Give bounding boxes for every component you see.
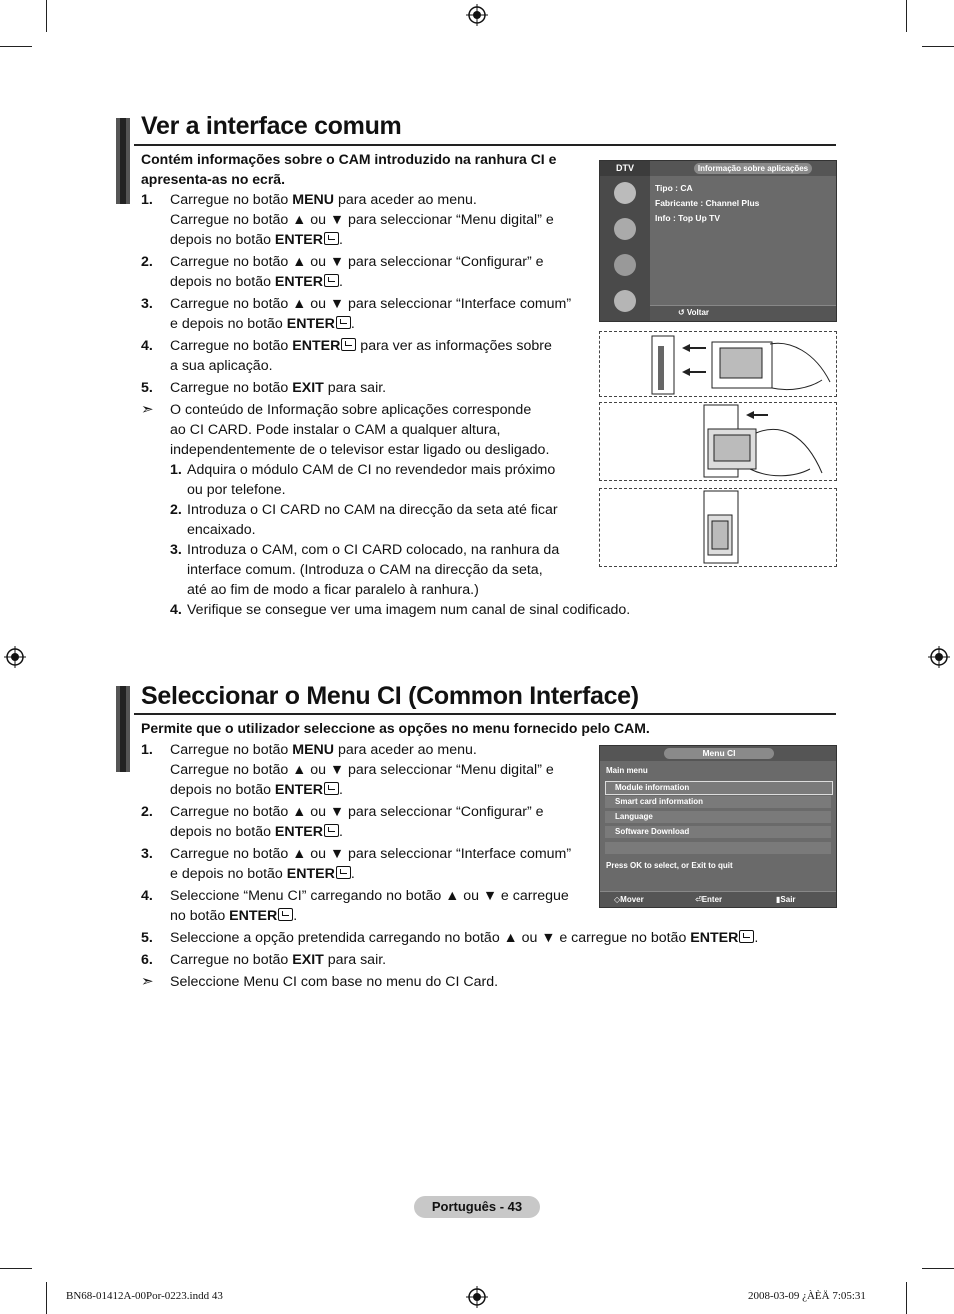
illustration-ci-slot	[599, 331, 837, 397]
step-text	[187, 600, 630, 620]
step-line: Carregue no botão ▲ ou ▼ para seleccionar “Menu digital” e	[170, 212, 554, 228]
crop-mark	[922, 46, 954, 47]
osd-back-label: ↺ Voltar	[678, 308, 710, 317]
step-line: e depois no botão ENTER .	[170, 866, 355, 882]
section-title: Ver a interface comum	[141, 112, 402, 140]
setup-gear-icon	[614, 254, 636, 276]
osd-header: Informação sobre aplicações	[694, 163, 812, 174]
step-line: Carregue no botão EXIT para sair.	[170, 952, 387, 968]
osd-footer	[600, 891, 836, 907]
step-number: 5.	[141, 930, 153, 946]
button-name: ENTER	[274, 782, 324, 798]
step-line: Seleccione “Menu CI” carregando no botão ▲ ou ▼ e carregue	[170, 888, 569, 904]
step-text	[187, 500, 558, 540]
step-line: e depois no botão ENTER .	[170, 316, 355, 332]
step-number: 6.	[141, 952, 153, 968]
step-text	[170, 252, 544, 292]
step-line: depois no botão ENTER .	[170, 232, 343, 248]
osd-sidebar	[600, 176, 650, 321]
step-number: 3.	[170, 542, 182, 558]
step-text	[170, 294, 571, 334]
step-text	[170, 740, 554, 800]
button-name: EXIT	[292, 380, 324, 396]
osd-menu-item[interactable]	[605, 811, 831, 823]
step-number: 3.	[141, 846, 153, 862]
osd-menu-item[interactable]	[605, 826, 831, 838]
step-line: Seleccione a opção pretendida carregando no botão ▲ ou ▼ e carregue no botão ENTER .	[170, 930, 759, 946]
cam-inserted-illustration	[600, 489, 836, 566]
step-number: 2.	[141, 804, 153, 820]
registration-mark-icon	[4, 646, 26, 668]
enter-icon	[324, 824, 339, 837]
osd-menu-item[interactable]	[605, 781, 833, 795]
step-text	[170, 190, 554, 250]
step-line: encaixado.	[187, 522, 256, 538]
antenna-icon	[614, 182, 636, 204]
osd-info-maker: Fabricante : Channel Plus	[655, 198, 760, 208]
crop-mark	[922, 1268, 954, 1269]
step-text	[170, 844, 571, 884]
step-line: depois no botão ENTER .	[170, 782, 343, 798]
step-number: 1.	[141, 192, 153, 208]
step-number: 4.	[141, 338, 153, 354]
step-line: Introduza o CAM, com o CI CARD colocado, na ranhura da	[187, 542, 560, 558]
osd-menu-item-label: Module information	[615, 783, 690, 792]
osd-application-info	[599, 160, 837, 322]
note-line: independentemente de o televisor estar ligado ou desligado.	[170, 442, 550, 458]
step-line: Carregue no botão ENTER para ver as informações sobre	[170, 338, 552, 354]
button-name: ENTER	[286, 866, 335, 882]
step-line: no botão ENTER .	[170, 908, 298, 924]
step-text	[170, 378, 386, 398]
step-line: interface comum. (Introduza o CAM na direcção da seta,	[187, 562, 543, 578]
step-line: a sua aplicação.	[170, 358, 273, 374]
enter-icon	[336, 866, 351, 879]
enter-icon	[324, 782, 339, 795]
step-line: Introduza o CI CARD no CAM na direcção da seta até ficar	[187, 502, 558, 518]
osd-info-info: Info : Top Up TV	[655, 213, 720, 223]
step-line: Carregue no botão EXIT para sair.	[170, 380, 387, 396]
enter-icon	[336, 316, 351, 329]
enter-icon	[341, 338, 356, 351]
note-arrow-icon: ➣	[141, 401, 154, 418]
crop-mark	[46, 0, 47, 32]
button-name: ENTER	[690, 930, 739, 946]
step-number: 2.	[170, 502, 182, 518]
osd-info-block	[655, 181, 759, 226]
step-line: Carregue no botão MENU para aceder ao menu.	[170, 192, 477, 208]
illustration-cam-insert	[599, 402, 837, 481]
step-text	[170, 336, 552, 376]
osd-info-type: Tipo : CA	[655, 183, 693, 193]
slug-left: BN68-01412A-00Por-0223.indd 43	[66, 1290, 223, 1302]
ci-card-insert-illustration	[600, 332, 836, 396]
section-bar	[116, 118, 130, 204]
step-line: Carregue no botão ▲ ou ▼ para seleccionar “Configurar” e	[170, 254, 544, 270]
osd-exit-label: ▮Sair	[776, 895, 796, 904]
step-text	[170, 950, 386, 970]
step-line: Adquira o módulo CAM de CI no revendedor mais próximo	[187, 462, 556, 478]
crop-mark	[0, 1268, 32, 1269]
step-line: Carregue no botão ▲ ou ▼ para seleccionar “Configurar” e	[170, 804, 544, 820]
note-arrow-icon: ➣	[141, 973, 154, 990]
cam-insert-illustration	[600, 403, 836, 480]
osd-menu-item[interactable]	[605, 842, 831, 854]
enter-icon	[324, 232, 339, 245]
osd-header: Menu CI	[664, 748, 774, 759]
step-line: ou por telefone.	[187, 482, 286, 498]
enter-icon	[278, 908, 293, 921]
registration-mark-icon	[928, 646, 950, 668]
button-name: ENTER	[274, 824, 324, 840]
osd-enter-label: ⏎Enter	[695, 895, 723, 904]
slug-right: 2008-03-09 ¿ÀÈÄ 7:05:31	[748, 1290, 866, 1302]
note-line: Seleccione Menu CI com base no menu do CI Card.	[170, 974, 499, 990]
enter-icon	[324, 274, 339, 287]
step-text	[170, 802, 544, 842]
osd-prompt: Press OK to select, or Exit to quit	[606, 861, 733, 870]
step-text	[170, 928, 758, 948]
crop-mark	[46, 1282, 47, 1314]
osd-footer	[650, 305, 836, 321]
step-text	[187, 460, 555, 500]
step-number: 1.	[170, 462, 182, 478]
osd-menu-item[interactable]	[605, 796, 831, 808]
step-line: depois no botão ENTER .	[170, 824, 343, 840]
osd-menu-item-label: Smart card information	[615, 797, 704, 806]
registration-mark-icon	[466, 1286, 488, 1308]
crop-mark	[0, 46, 32, 47]
enter-icon	[739, 930, 754, 943]
note-line: O conteúdo de Informação sobre aplicações corresponde	[170, 402, 532, 418]
button-name: ENTER	[229, 908, 278, 924]
step-line: Carregue no botão MENU para aceder ao menu.	[170, 742, 477, 758]
osd-move-label: ◇Mover	[614, 895, 644, 904]
button-name: MENU	[292, 192, 335, 208]
osd-main-menu-label: Main menu	[606, 766, 648, 775]
step-line: Carregue no botão ▲ ou ▼ para seleccionar “Interface comum”	[170, 846, 572, 862]
step-line: até ao fim de modo a ficar paralelo à ranhura.)	[187, 582, 479, 598]
button-name: MENU	[292, 742, 335, 758]
title-rule	[134, 144, 836, 146]
osd-menu-ci	[599, 745, 837, 908]
step-text	[170, 886, 569, 926]
button-name: ENTER	[274, 274, 324, 290]
button-name: EXIT	[292, 952, 324, 968]
osd-menu-item-label: Language	[615, 812, 653, 821]
section-bar	[116, 686, 130, 772]
step-line: Carregue no botão ▲ ou ▼ para seleccionar “Interface comum”	[170, 296, 572, 312]
crop-mark	[906, 1282, 907, 1314]
step-number: 5.	[141, 380, 153, 396]
page-number-badge: Português - 43	[414, 1196, 540, 1218]
section-intro: Permite que o utilizador seleccione as opções no menu fornecido pelo CAM.	[141, 720, 650, 736]
step-number: 4.	[170, 602, 182, 618]
osd-menu-item-label: Software Download	[615, 827, 690, 836]
osd-tab: DTV	[600, 161, 650, 176]
button-name: ENTER	[286, 316, 335, 332]
section-intro: Contém informações sobre o CAM introduzido na ranhura CI e apresenta-as no ecrã.	[141, 151, 557, 187]
step-number: 1.	[141, 742, 153, 758]
input-icon	[614, 290, 636, 312]
button-name: ENTER	[292, 338, 341, 354]
note-line: ao CI CARD. Pode instalar o CAM a qualquer altura,	[170, 422, 501, 438]
step-line: Verifique se consegue ver uma imagem num canal de sinal codificado.	[187, 602, 631, 618]
step-text	[187, 540, 559, 600]
step-number: 3.	[141, 296, 153, 312]
illustration-cam-inserted	[599, 488, 837, 567]
section-title: Seleccionar o Menu CI (Common Interface)	[141, 682, 639, 710]
step-line: Carregue no botão ▲ ou ▼ para seleccionar “Menu digital” e	[170, 762, 554, 778]
registration-mark-icon	[466, 4, 488, 26]
crop-mark	[906, 0, 907, 32]
button-name: ENTER	[274, 232, 324, 248]
step-number: 2.	[141, 254, 153, 270]
picture-icon	[614, 218, 636, 240]
title-rule	[134, 713, 836, 715]
step-line: depois no botão ENTER .	[170, 274, 343, 290]
step-number: 4.	[141, 888, 153, 904]
